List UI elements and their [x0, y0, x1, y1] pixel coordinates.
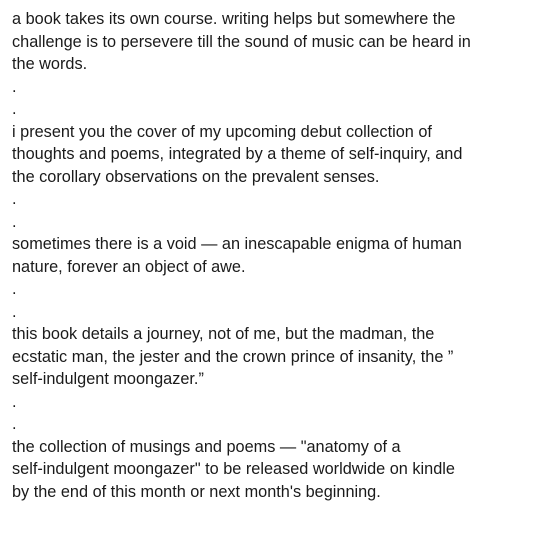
separator-dot: .	[12, 190, 17, 208]
text-line: self-indulgent moongazer.”	[12, 370, 204, 388]
text-line: thoughts and poems, integrated by a theme of self-inquiry, and	[12, 145, 463, 163]
paragraph-book-course	[12, 8, 534, 76]
separator-dot: .	[12, 77, 17, 96]
post-text	[12, 8, 534, 503]
text-line: a book takes its own course. writing helps but somewhere the	[12, 10, 456, 28]
dot-separator	[12, 391, 534, 436]
text-line: the corollary observations on the prevalent senses.	[12, 167, 380, 186]
text-line: by the end of this month or next month's beginning.	[12, 482, 381, 501]
separator-dot: .	[12, 415, 17, 433]
text-line: nature, forever an object of awe.	[12, 257, 246, 276]
paragraph-journey	[12, 323, 534, 391]
text-line: this book details a journey, not of me, but the madman, the	[12, 325, 435, 343]
text-line: challenge is to persevere till the sound of music can be heard in	[12, 32, 471, 51]
text-line: sometimes there is a void — an inescapable enigma of human	[12, 235, 462, 253]
text-line: self-indulgent moongazer" to be released worldwide on kindle	[12, 460, 455, 478]
dot-separator	[12, 76, 534, 121]
separator-dot: .	[12, 302, 17, 321]
separator-dot: .	[12, 280, 17, 298]
text-line: the words.	[12, 55, 88, 73]
paragraph-void	[12, 233, 534, 278]
separator-dot: .	[12, 392, 17, 411]
paragraph-cover-announcement	[12, 121, 534, 189]
text-line: the collection of musings and poems — "anatomy of a	[12, 437, 401, 456]
paragraph-release	[12, 436, 534, 504]
text-line: ecstatic man, the jester and the crown prince of insanity, the ”	[12, 347, 454, 366]
text-line: i present you the cover of my upcoming debut collection of	[12, 122, 432, 141]
separator-dot: .	[12, 212, 17, 231]
separator-dot: .	[12, 100, 17, 118]
dot-separator	[12, 188, 534, 233]
dot-separator	[12, 278, 534, 323]
